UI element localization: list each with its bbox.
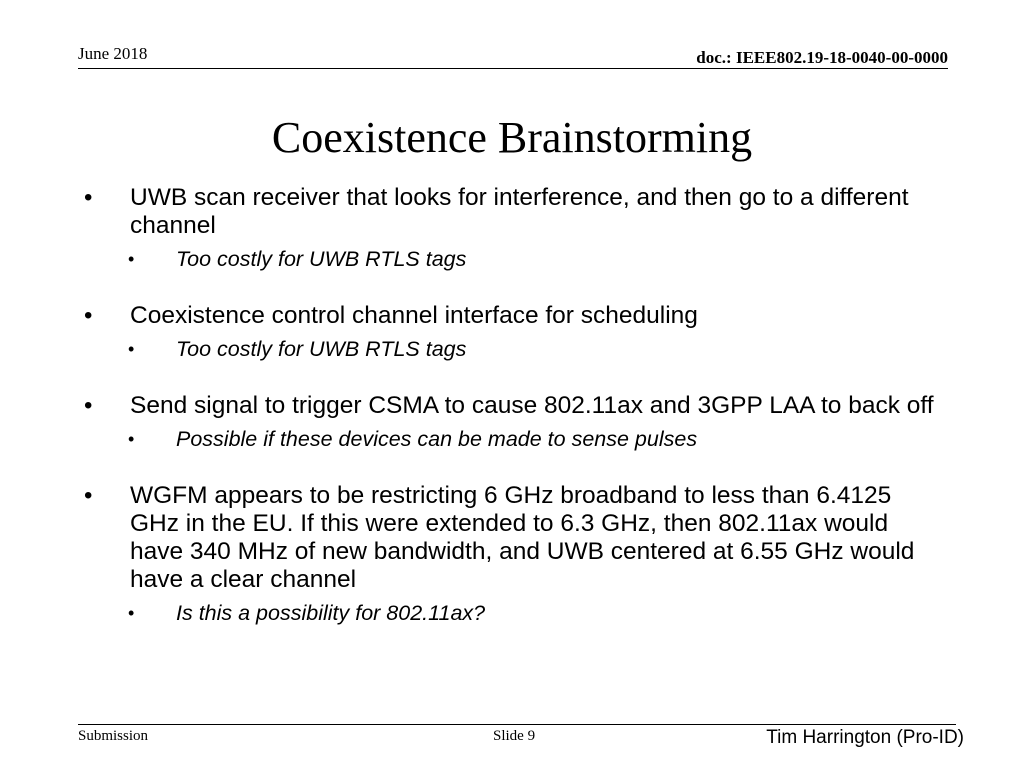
header-divider bbox=[78, 68, 948, 69]
sub-bullet-item bbox=[80, 426, 940, 452]
bullet-mark: • bbox=[84, 392, 93, 419]
bullet-mark: • bbox=[84, 302, 93, 329]
bullet-item bbox=[80, 184, 940, 240]
sub-bullet-text: Too costly for UWB RTLS tags bbox=[176, 247, 467, 271]
sub-bullet-text: Too costly for UWB RTLS tags bbox=[176, 337, 467, 361]
slide-title: Coexistence Brainstorming bbox=[271, 113, 753, 162]
bullet-text: WGFM appears to be restricting 6 GHz broadband to less than 6.4125 GHz in the EU. If this were extended to 6.3 GHz, then 802.11ax would have 340 MHz of new bandwidth, and UWB centered at 6.55 GHz would have a clear channel bbox=[130, 482, 915, 593]
bullet-text: Coexistence control channel interface for scheduling bbox=[130, 302, 698, 329]
header-date: June 2018 bbox=[78, 44, 148, 63]
sub-bullet-text: Is this a possibility for 802.11ax? bbox=[176, 601, 486, 625]
sub-bullet-text: Possible if these devices can be made to sense pulses bbox=[176, 427, 698, 451]
sub-bullet-item bbox=[80, 246, 940, 272]
footer-submission: Submission bbox=[78, 728, 149, 744]
sub-bullet-mark: • bbox=[128, 429, 135, 449]
sub-bullet-mark: • bbox=[128, 603, 135, 623]
sub-bullet-mark: • bbox=[128, 249, 135, 269]
footer-divider bbox=[78, 724, 956, 725]
bullet-item bbox=[80, 482, 940, 594]
bullet-mark: • bbox=[84, 482, 93, 509]
sub-bullet-mark: • bbox=[128, 339, 135, 359]
footer-author: Tim Harrington (Pro-ID) bbox=[766, 727, 964, 748]
bullet-text: UWB scan receiver that looks for interference, and then go to a different channel bbox=[130, 184, 909, 239]
sub-bullet-item bbox=[80, 336, 940, 362]
bullet-item bbox=[80, 392, 940, 420]
bullet-text: Send signal to trigger CSMA to cause 802.11ax and 3GPP LAA to back off bbox=[130, 392, 934, 419]
header-doc-id: doc.: IEEE802.19-18-0040-00-0000 bbox=[696, 48, 948, 67]
sub-bullet-item bbox=[80, 600, 940, 626]
slide-body bbox=[80, 184, 940, 626]
bullet-item bbox=[80, 302, 940, 330]
footer-slide-number: Slide 9 bbox=[493, 728, 536, 744]
bullet-mark: • bbox=[84, 184, 93, 211]
